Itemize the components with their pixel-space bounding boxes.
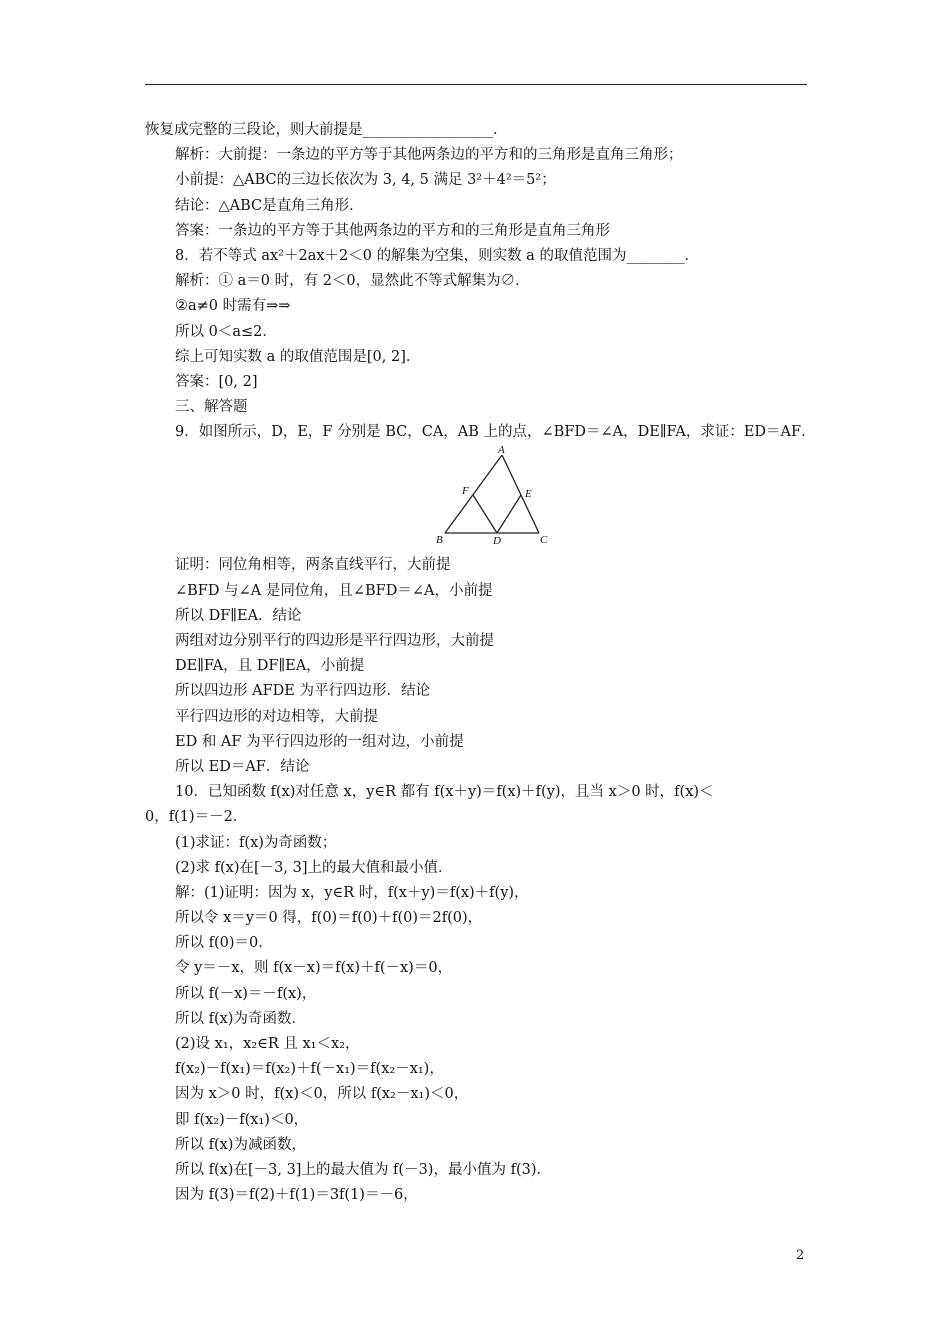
label-d: D <box>493 535 501 546</box>
label-e: E <box>525 488 532 501</box>
text-line: 所以 f(x)为减函数， <box>175 1136 306 1153</box>
label-a: A <box>498 445 505 457</box>
text-line: ∠BFD 与∠A 是同位角，且∠BFD＝∠A，小前提 <box>175 582 493 599</box>
text-line: 综上可知实数 a 的取值范围是[0, 2]． <box>175 348 421 365</box>
text-line: 所以 0＜a≤2． <box>175 323 277 340</box>
text-line: 所以四边形 AFDE 为平行四边形．结论 <box>175 683 430 700</box>
label-f: F <box>462 485 469 498</box>
question-10-continued: 0，f(1)＝－2． <box>145 809 248 826</box>
text-line: ②a≠0 时需有⇒⇒ <box>175 298 291 315</box>
text-line: 证明：同位角相等，两条直线平行，大前提 <box>175 557 451 574</box>
text-line: 两组对边分别平行的四边形是平行四边形，大前提 <box>175 633 494 649</box>
label-b: B <box>436 534 443 546</box>
text-line: 平行四边形的对边相等，大前提 <box>175 708 378 725</box>
text-line: 答案：一条边的平方等于其他两条边的平方和的三角形是直角三角形 <box>175 222 610 239</box>
segment-fd <box>473 495 497 533</box>
question-10: 10．已知函数 f(x)对任意 x，y∈R 都有 f(x＋y)＝f(x)＋f(y)，且当 x＞0 时，f(x)＜ <box>175 784 714 801</box>
text-line: 解析：大前提：一条边的平方等于其他两条边的平方和的三角形是直角三角形； <box>175 147 683 164</box>
text-line: 解：(1)证明：因为 x，y∈R 时，f(x＋y)＝f(x)＋f(y)， <box>175 884 529 901</box>
triangle-diagram <box>435 445 555 545</box>
question-9: 9．如图所示，D，E，F 分别是 BC，CA，AB 上的点，∠BFD＝∠A，DE∥FA，求证：ED＝AF． <box>175 424 816 441</box>
text-line: (2)求 f(x)在[－3, 3]上的最大值和最小值． <box>175 859 453 876</box>
text-line: 解析：① a＝0 时，有 2＜0，显然此不等式解集为∅． <box>175 273 530 290</box>
side-ac <box>502 455 539 533</box>
page-content <box>145 118 816 1208</box>
triangle-figure <box>145 445 810 553</box>
text-line: 因为 x＞0 时，f(x)＜0，所以 f(x₂－x₁)＜0， <box>175 1086 469 1103</box>
text-line: 结论：△ABC是直角三角形． <box>175 197 364 214</box>
section-heading: 三、解答题 <box>175 399 248 416</box>
side-ab <box>445 455 502 533</box>
segment-de <box>497 495 521 533</box>
text-line: 令 y＝－x，则 f(x－x)＝f(x)＋f(－x)＝0， <box>175 960 453 977</box>
text-line: ED 和 AF 为平行四边形的一组对边，小前提 <box>175 733 464 750</box>
text-line: 所以 ED＝AF．结论 <box>175 758 310 775</box>
text-line: (2)设 x₁，x₂∈R 且 x₁＜x₂， <box>175 1036 360 1052</box>
question-8: 8．若不等式 ax²＋2ax＋2＜0 的解集为空集，则实数 a 的取值范围为________． <box>175 247 699 264</box>
label-c: C <box>540 534 548 546</box>
text-line: f(x₂)－f(x₁)＝f(x₂)＋f(－x₁)＝f(x₂－x₁)， <box>175 1061 444 1078</box>
text-line: 所以 f(0)＝0． <box>175 935 273 952</box>
header-rule <box>145 84 807 85</box>
text-line: DE∥FA，且 DF∥EA，小前提 <box>175 658 365 675</box>
text-line: 恢复成完整的三段论，则大前提是__________________． <box>145 122 508 138</box>
text-line: 所以令 x＝y＝0 得，f(0)＝f(0)＋f(0)＝2f(0)， <box>175 910 483 927</box>
text-line: 所以 f(x)为奇函数． <box>175 1010 306 1027</box>
text-line: 所以 f(x)在[－3, 3]上的最大值为 f(－3)，最小值为 f(3)． <box>175 1161 551 1178</box>
page-number: 2 <box>796 1248 805 1263</box>
text-line: 因为 f(3)＝f(2)＋f(1)＝3f(1)＝－6， <box>175 1187 418 1204</box>
text-line: 即 f(x₂)－f(x₁)＜0， <box>175 1111 309 1128</box>
text-line: 所以 f(－x)＝－f(x)， <box>175 985 317 1002</box>
text-line: (1)求证：f(x)为奇函数； <box>175 834 337 851</box>
text-line: 小前提：△ABC的三边长依次为 3, 4, 5 满足 3²＋4²＝5²； <box>175 172 556 189</box>
text-line: 答案：[0, 2] <box>175 373 258 390</box>
text-line: 所以 DF∥EA．结论 <box>175 607 302 624</box>
